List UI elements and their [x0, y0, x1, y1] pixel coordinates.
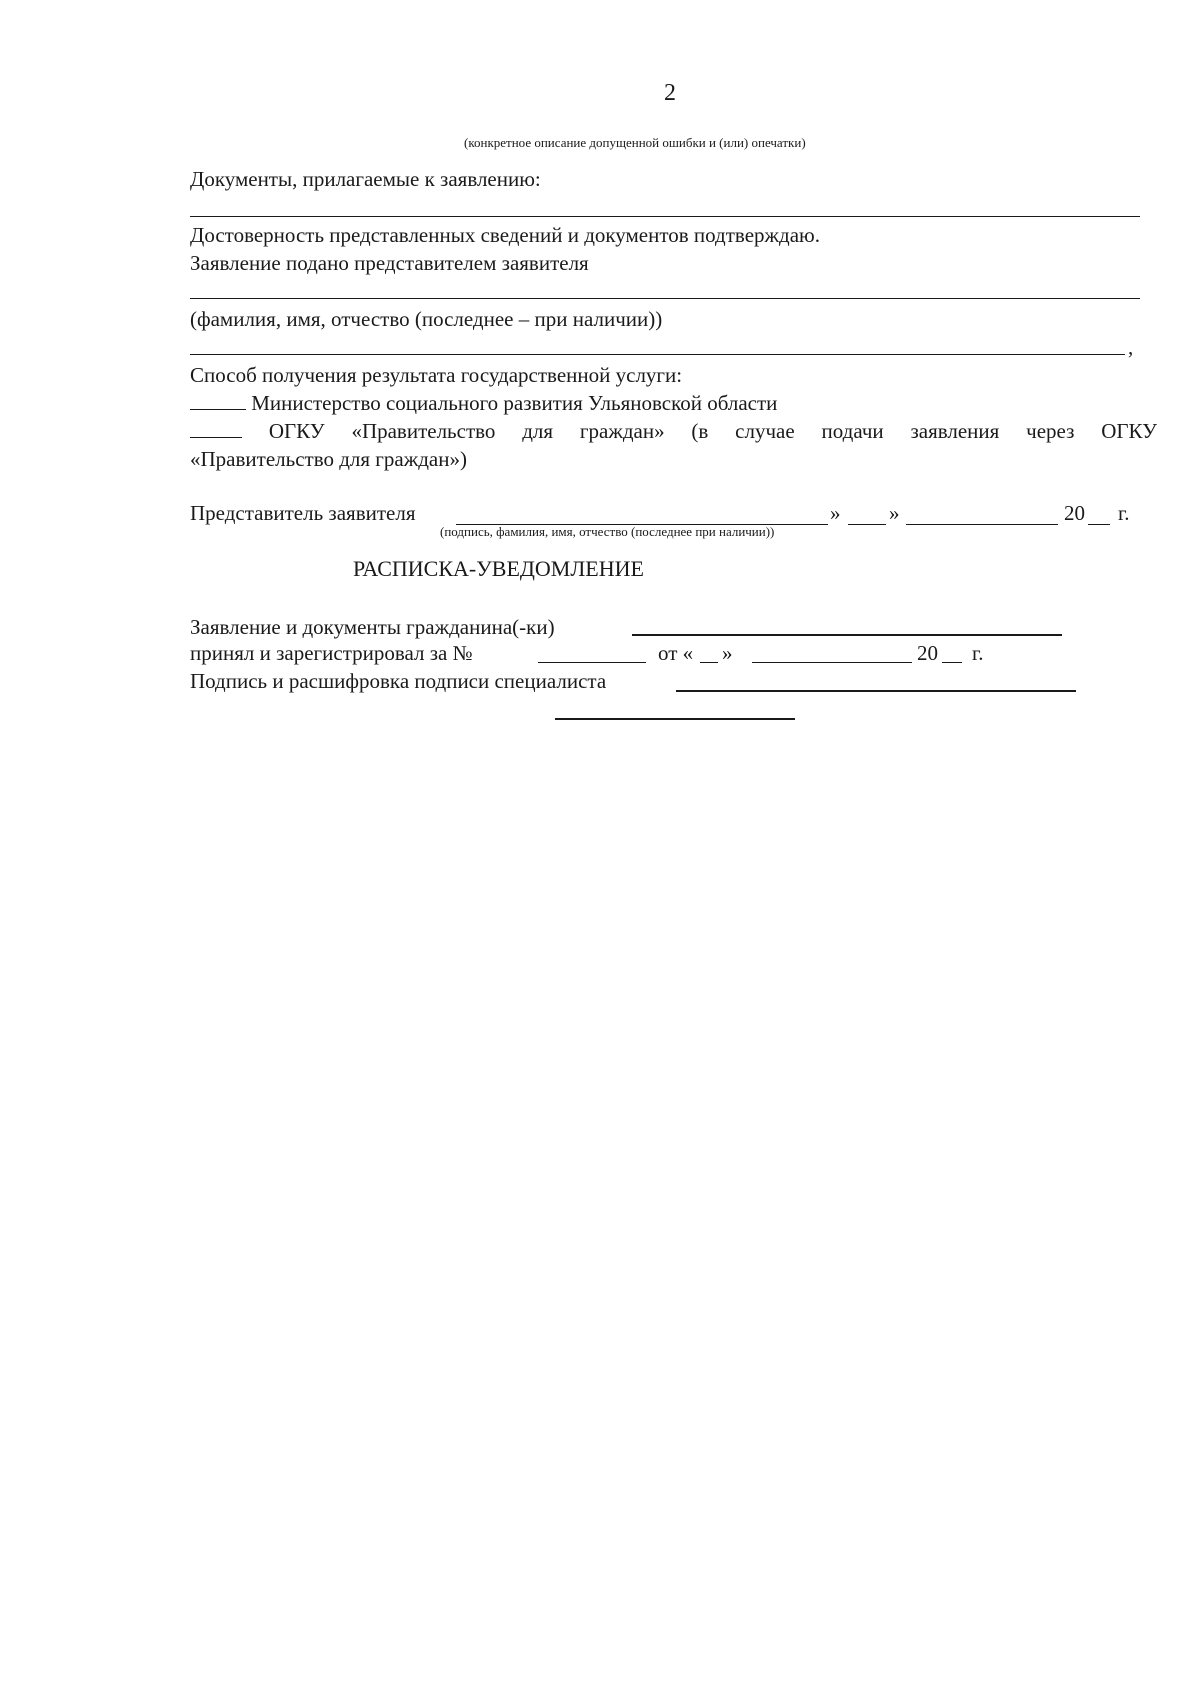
submitted-by-representative: Заявление подано представителем заявителя — [190, 251, 589, 275]
error-description-caption: (конкретное описание допущенной ошибки и (или) опечатки) — [464, 135, 806, 150]
representative-label: Представитель заявителя — [190, 501, 416, 525]
representative-line — [190, 298, 1140, 299]
authenticity-statement: Достоверность представленных сведений и документов подтверждаю. — [190, 223, 820, 247]
receipt-year-line — [942, 662, 962, 663]
representative-name-caption: (фамилия, имя, отчество (последнее – при наличии)) — [190, 307, 663, 331]
option-ogku-checkbox — [190, 419, 242, 438]
line-comma: , — [1128, 335, 1134, 359]
documents-attached-label: Документы, прилагаемые к заявлению: — [190, 167, 541, 191]
result-method-label: Способ получения результата государственной услуги: — [190, 363, 683, 387]
option-ministry-label: Министерство социального развития Ульяновской области — [251, 391, 778, 415]
receipt-number-line — [538, 662, 646, 663]
date-year-suffix: г. — [1118, 501, 1130, 525]
receipt-line2-quote: » — [722, 641, 733, 665]
date-day-line — [848, 524, 886, 525]
option-ministry-checkbox — [190, 391, 246, 410]
date-month-line — [906, 524, 1058, 525]
receipt-line2-prefix: принял и зарегистрировал за № — [190, 641, 473, 665]
receipt-month-line — [752, 662, 912, 663]
receipt-specialist-line — [676, 690, 1076, 692]
date-quote-close: » — [889, 501, 900, 525]
receipt-year-suffix: г. — [972, 641, 984, 665]
page-number: 2 — [664, 80, 676, 106]
closing-separator-line — [555, 718, 795, 720]
option-ogku-label-line1: ОГКУ «Правительство для граждан» (в случае подачи заявления через ОГКУ — [268, 419, 1157, 443]
documents-attached-line — [190, 216, 1140, 217]
signature-caption: (подпись, фамилия, имя, отчество (последнее при наличии)) — [440, 524, 775, 539]
representative-details-line — [190, 354, 1125, 355]
date-quote-open: » — [830, 501, 841, 525]
receipt-line3: Подпись и расшифровка подписи специалиста — [190, 669, 607, 693]
receipt-year-prefix: 20 — [917, 641, 938, 665]
option-ogku-label-line2: «Правительство для граждан») — [190, 447, 467, 471]
option-ogku — [190, 418, 1157, 444]
receipt-title: РАСПИСКА-УВЕДОМЛЕНИЕ — [353, 556, 644, 581]
receipt-day-line — [700, 662, 718, 663]
receipt-line2-from: от « — [658, 641, 694, 665]
date-year-prefix: 20 — [1064, 501, 1085, 525]
date-year-line — [1088, 524, 1110, 525]
receipt-line1: Заявление и документы гражданина(-ки) — [190, 615, 555, 639]
receipt-citizen-line — [632, 634, 1062, 636]
option-ministry — [190, 390, 777, 416]
